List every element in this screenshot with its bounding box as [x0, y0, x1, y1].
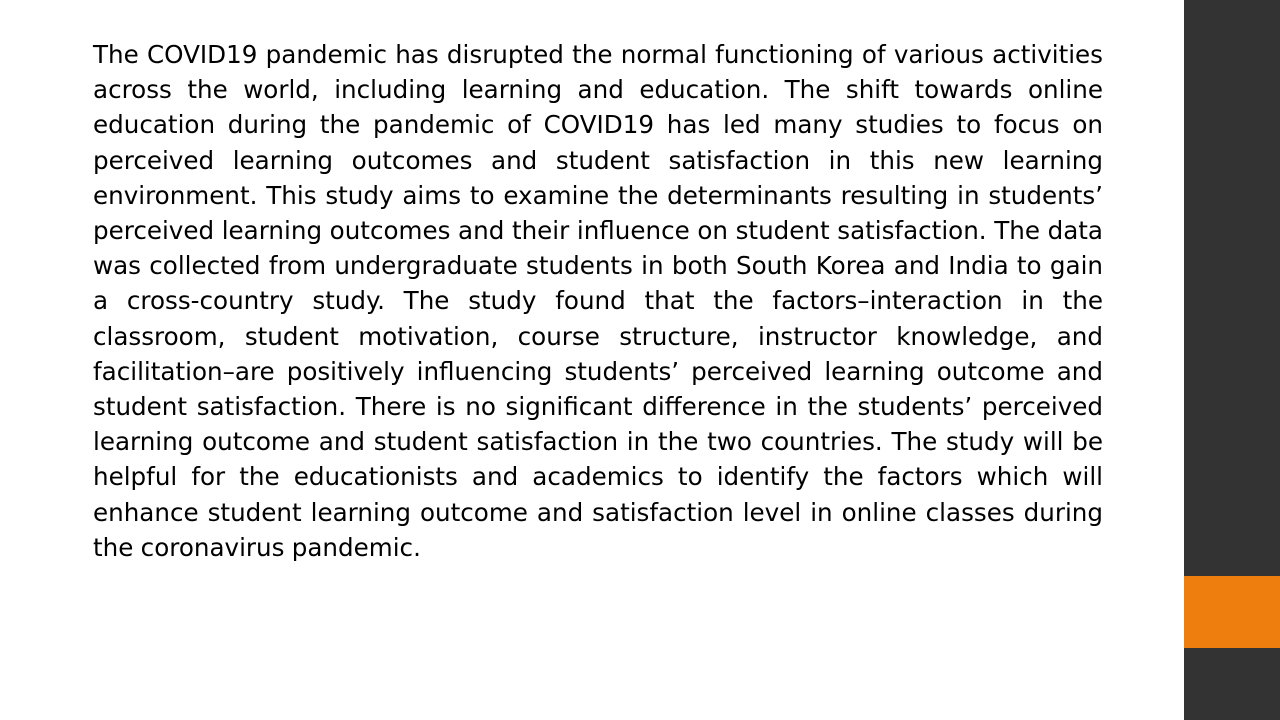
side-accent-block [1184, 576, 1280, 648]
abstract-paragraph: The COVID19 pandemic has disrupted the normal functioning of various activities across the world, including learning and education. The shift towards online education during the pandemic of COVID19 has led many studies to focus on perceived learning outcomes and student satisfaction in this new learning environment. This study aims to examine the determinants resulting in students’ perceived learning outcomes and their influence on student satisfaction. The data was collected from undergraduate students in both South Korea and India to gain a cross-country study. The study found that the factors–interaction in the classroom, student motivation, course structure, instructor knowledge, and facilitation–are positively influencing students’ perceived learning outcome and student satisfaction. There is no significant difference in the students’ perceived learning outcome and student satisfaction in the two countries. The study will be helpful for the educationists and academics to identify the factors which will enhance student learning outcome and satisfaction level in online classes during the coronavirus pandemic. [93, 40, 1103, 562]
